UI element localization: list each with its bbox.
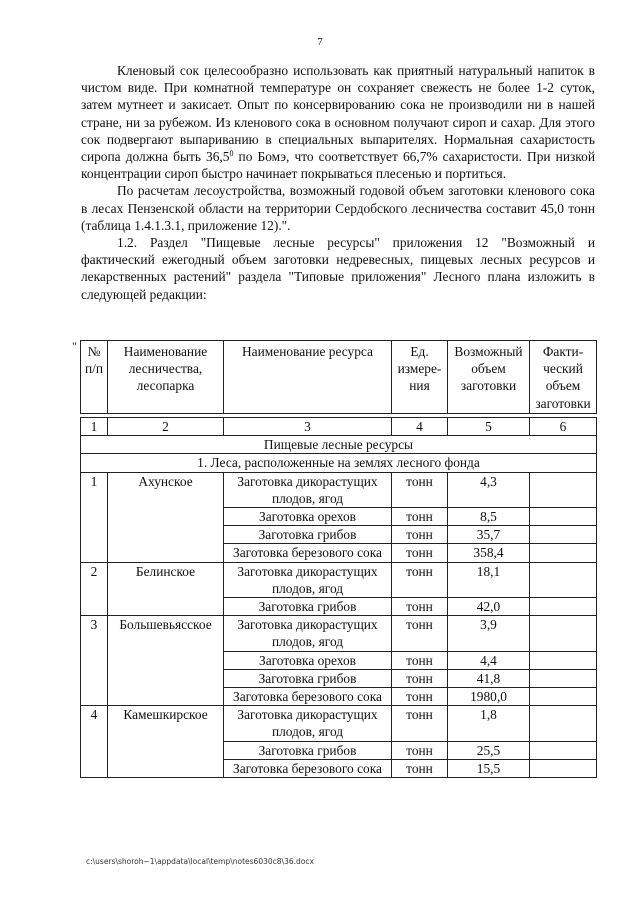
column-number: 1 bbox=[81, 418, 108, 436]
actual-cell bbox=[530, 688, 597, 706]
resource-name: Заготовка грибов bbox=[224, 598, 392, 616]
unit-cell: тонн bbox=[392, 472, 448, 507]
unit-cell: тонн bbox=[392, 616, 448, 651]
column-number: 4 bbox=[392, 418, 448, 436]
volume-cell: 35,7 bbox=[448, 526, 530, 544]
volume-cell: 358,4 bbox=[448, 544, 530, 562]
column-number: 5 bbox=[448, 418, 530, 436]
header-cell: № п/п bbox=[81, 341, 108, 414]
actual-cell bbox=[530, 706, 597, 741]
unit-cell: тонн bbox=[392, 759, 448, 777]
column-number: 6 bbox=[530, 418, 597, 436]
volume-cell: 1,8 bbox=[448, 706, 530, 741]
unit-cell: тонн bbox=[392, 562, 448, 597]
header-cell: Наименование ресурса bbox=[224, 341, 392, 414]
header-cell: Наименование лесничества, лесопарка bbox=[108, 341, 224, 414]
actual-cell bbox=[530, 651, 597, 669]
row-number: 2 bbox=[81, 562, 108, 616]
subsection-title: 1. Леса, расположенные на землях лесного фонда bbox=[81, 454, 597, 472]
unit-cell: тонн bbox=[392, 544, 448, 562]
paragraph-section-change: 1.2. Раздел "Пищевые лесные ресурсы" приложения 12 "Возможный и фактический ежегодный объем заготовки недревесных, пищевых лесных ресурсов и лекарственных растений" раздела "Типовые приложения" Лесного плана изложить в следующей редакции: bbox=[81, 235, 595, 302]
footer-file-path: c:\users\shoroh~1\appdata\local\temp\notes6030c8\36.docx bbox=[86, 857, 314, 866]
column-number: 2 bbox=[108, 418, 224, 436]
actual-cell bbox=[530, 669, 597, 687]
resource-name: Заготовка березового сока bbox=[224, 544, 392, 562]
unit-cell: тонн bbox=[392, 598, 448, 616]
table-row bbox=[81, 616, 597, 651]
table-row bbox=[81, 562, 597, 597]
resource-name: Заготовка дикорастущих плодов, ягод bbox=[224, 706, 392, 741]
body-text bbox=[81, 62, 595, 303]
resource-name: Заготовка дикорастущих плодов, ягод bbox=[224, 616, 392, 651]
unit-cell: тонн bbox=[392, 669, 448, 687]
forestry-name: Камешкирское bbox=[108, 706, 224, 778]
forestry-name: Белинское bbox=[108, 562, 224, 616]
resource-name: Заготовка орехов bbox=[224, 508, 392, 526]
table-row bbox=[81, 472, 597, 507]
actual-cell bbox=[530, 741, 597, 759]
volume-cell: 8,5 bbox=[448, 508, 530, 526]
subsection-title-row bbox=[81, 454, 597, 472]
paragraph-forest-inventory: По расчетам лесоустройства, возможный годовой объем заготовки кленового сока в лесах Пензенской области на территории Сердобского лесничества составит 45,0 тонн (таблица 1.4.1.3.1, приложение 12).". bbox=[81, 183, 595, 233]
opening-quote: " bbox=[72, 339, 77, 353]
column-number-row bbox=[81, 418, 597, 436]
table-header-row bbox=[81, 341, 597, 414]
unit-cell: тонн bbox=[392, 526, 448, 544]
actual-cell bbox=[530, 526, 597, 544]
page-number: 7 bbox=[317, 36, 323, 48]
actual-cell bbox=[530, 759, 597, 777]
volume-cell: 18,1 bbox=[448, 562, 530, 597]
volume-cell: 41,8 bbox=[448, 669, 530, 687]
row-number: 1 bbox=[81, 472, 108, 562]
resource-name: Заготовка дикорастущих плодов, ягод bbox=[224, 472, 392, 507]
food-resources-table bbox=[80, 340, 597, 778]
paragraph-maple-sap-text: Кленовый сок целесообразно использовать как приятный натуральный напиток в чистом виде. При комнатной температуре он сохраняет свежесть не более 1-2 суток, затем мутнеет и закисает. Опыт по консервированию сока не производили ни в нашей стране, ни за рубежом. Из кленового сока в основном получают сироп и сахар. Для этого сок подвергают выпариванию в специальных выпарителях. Нормальная сахаристость сиропа должна быть 36,5 bbox=[81, 63, 595, 165]
unit-cell: тонн bbox=[392, 508, 448, 526]
actual-cell bbox=[530, 544, 597, 562]
unit-cell: тонн bbox=[392, 651, 448, 669]
column-number: 3 bbox=[224, 418, 392, 436]
volume-cell: 15,5 bbox=[448, 759, 530, 777]
paragraph-maple-sap-tail: по Бомэ, что соответствует 66,7% сахаристости. При низкой концентрации сироп быстро начинает покрываться плесенью и портиться. bbox=[81, 149, 595, 182]
actual-cell bbox=[530, 562, 597, 597]
volume-cell: 4,4 bbox=[448, 651, 530, 669]
resource-name: Заготовка грибов bbox=[224, 526, 392, 544]
resource-name: Заготовка дикорастущих плодов, ягод bbox=[224, 562, 392, 597]
resource-name: Заготовка березового сока bbox=[224, 759, 392, 777]
forestry-name: Ахунское bbox=[108, 472, 224, 562]
volume-cell: 3,9 bbox=[448, 616, 530, 651]
resource-name: Заготовка березового сока bbox=[224, 688, 392, 706]
resource-name: Заготовка грибов bbox=[224, 669, 392, 687]
section-title-row bbox=[81, 436, 597, 454]
section-title: Пищевые лесные ресурсы bbox=[81, 436, 597, 454]
volume-cell: 1980,0 bbox=[448, 688, 530, 706]
degree-superscript: 0 bbox=[229, 149, 234, 159]
forestry-name: Большевьясское bbox=[108, 616, 224, 706]
header-cell: Возможный объем заготовки bbox=[448, 341, 530, 414]
actual-cell bbox=[530, 616, 597, 651]
table-row bbox=[81, 706, 597, 741]
header-cell: Ед. измере-ния bbox=[392, 341, 448, 414]
unit-cell: тонн bbox=[392, 741, 448, 759]
unit-cell: тонн bbox=[392, 706, 448, 741]
row-number: 3 bbox=[81, 616, 108, 706]
actual-cell bbox=[530, 508, 597, 526]
volume-cell: 42,0 bbox=[448, 598, 530, 616]
resource-name: Заготовка орехов bbox=[224, 651, 392, 669]
actual-cell bbox=[530, 598, 597, 616]
actual-cell bbox=[530, 472, 597, 507]
volume-cell: 25,5 bbox=[448, 741, 530, 759]
header-cell: Факти-ческий объем заготовки bbox=[530, 341, 597, 414]
resource-name: Заготовка грибов bbox=[224, 741, 392, 759]
unit-cell: тонн bbox=[392, 688, 448, 706]
paragraph-maple-sap bbox=[81, 62, 595, 182]
volume-cell: 4,3 bbox=[448, 472, 530, 507]
row-number: 4 bbox=[81, 706, 108, 778]
